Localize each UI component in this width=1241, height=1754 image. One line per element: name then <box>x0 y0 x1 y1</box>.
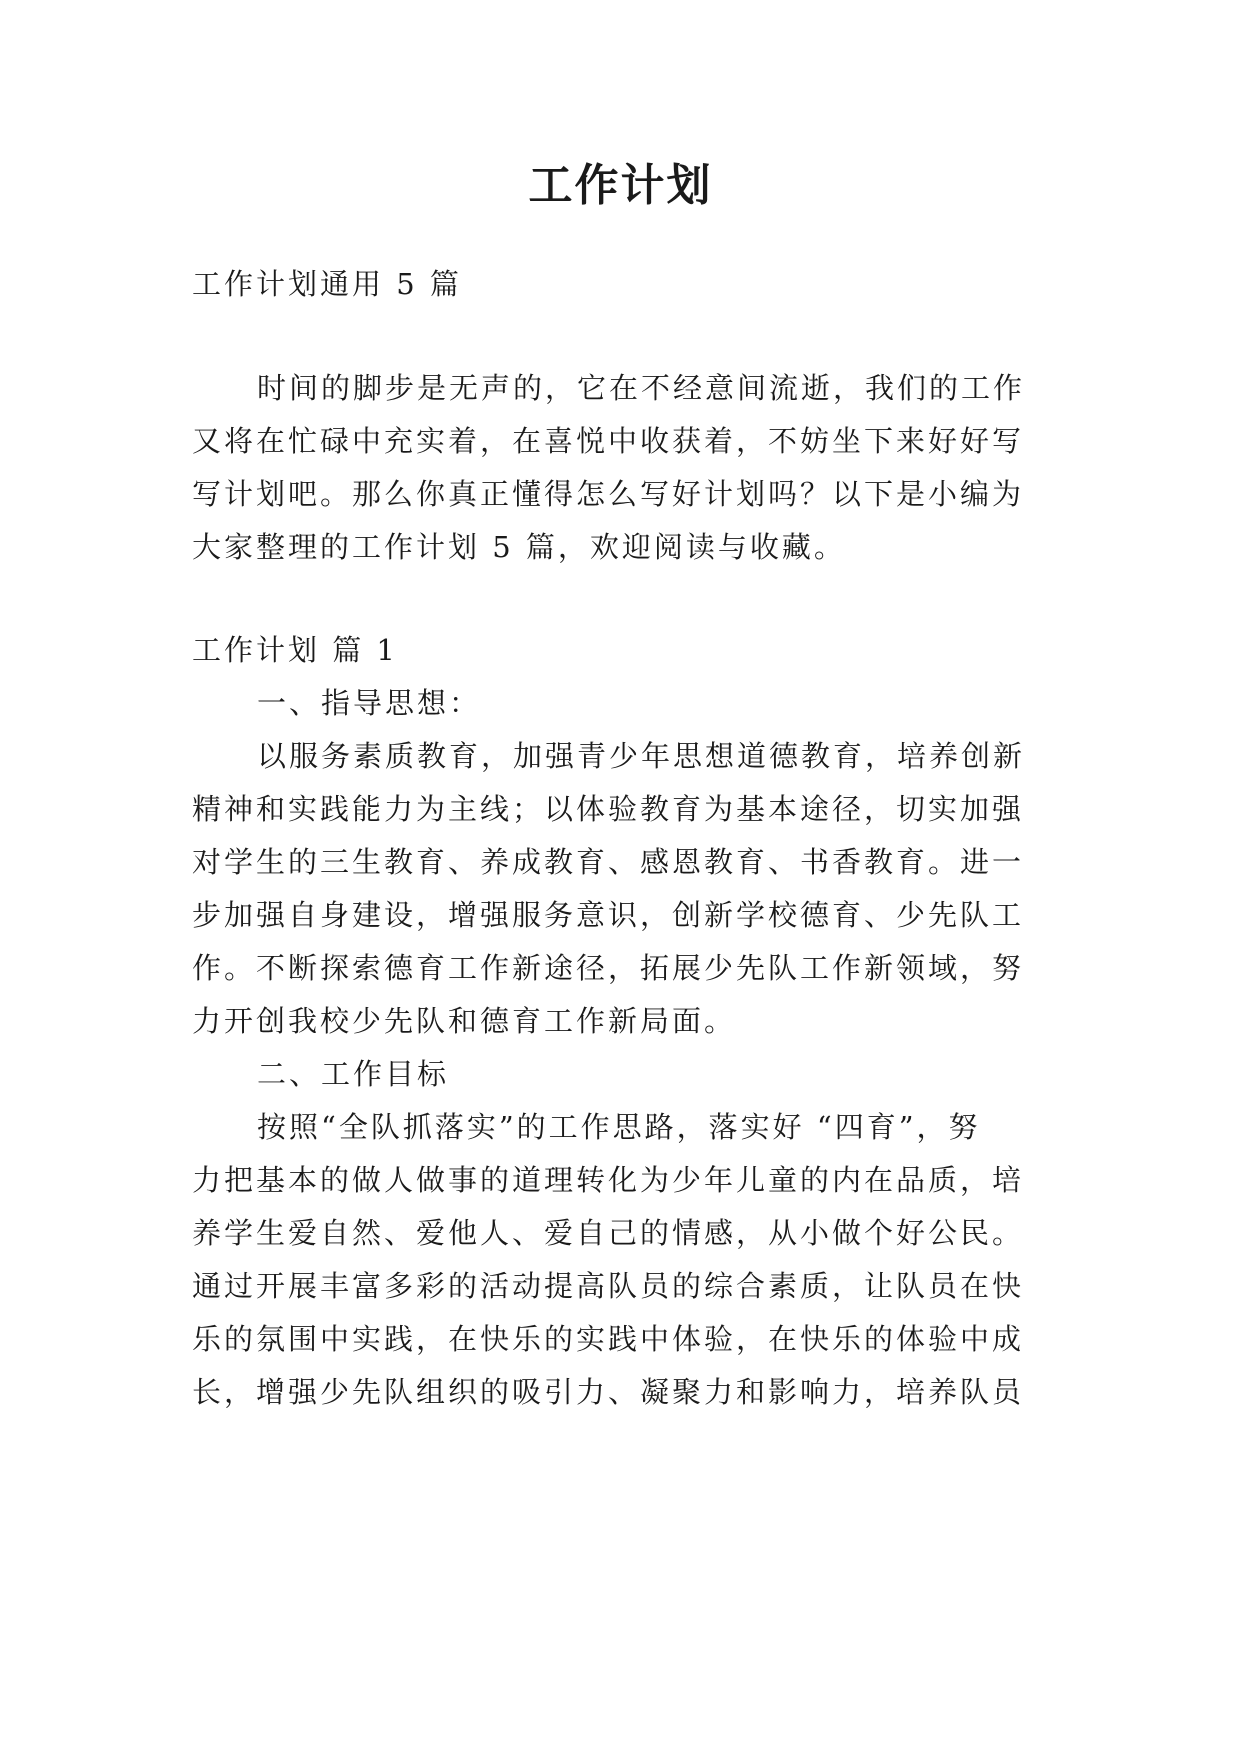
para-2-line-4: 通过开展丰富多彩的活动提高队员的综合素质，让队员在快 <box>192 1269 1025 1303</box>
intro-line-4: 大家整理的工作计划 5 篇，欢迎阅读与收藏。 <box>192 530 846 564</box>
para-2-line-3: 养学生爱自然、爱他人、爱自己的情感，从小做个好公民。 <box>192 1216 1025 1250</box>
para-1-line-1: 以服务素质教育，加强青少年思想道德教育，培养创新 <box>257 739 1026 773</box>
intro-line-3: 写计划吧。那么你真正懂得怎么写好计划吗？以下是小编为 <box>192 477 1025 511</box>
heading-guiding-ideology: 一、指导思想： <box>257 686 482 720</box>
intro-line-2: 又将在忙碌中充实着，在喜悦中收获着，不妨坐下来好好写 <box>192 424 1025 458</box>
section-title: 工作计划 篇 1 <box>192 633 398 667</box>
intro-line-1: 时间的脚步是无声的，它在不经意间流逝，我们的工作 <box>257 371 1026 405</box>
para-1-line-3: 对学生的三生教育、养成教育、感恩教育、书香教育。进一 <box>192 845 1025 879</box>
para-2-line-5: 乐的氛围中实践，在快乐的实践中体验，在快乐的体验中成 <box>192 1322 1025 1356</box>
para-1-line-4: 步加强自身建设，增强服务意识，创新学校德育、少先队工 <box>192 898 1025 932</box>
para-1-line-2: 精神和实践能力为主线；以体验教育为基本途径，切实加强 <box>192 792 1025 826</box>
para-1-line-6: 力开创我校少先队和德育工作新局面。 <box>192 1004 737 1038</box>
para-2-line-2: 力把基本的做人做事的道理转化为少年儿童的内在品质，培 <box>192 1163 1025 1197</box>
document-subtitle: 工作计划通用 5 篇 <box>192 267 462 301</box>
para-1-line-5: 作。不断探索德育工作新途径，拓展少先队工作新领域，努 <box>192 951 1025 985</box>
heading-work-goals: 二、工作目标 <box>257 1057 450 1091</box>
para-2-line-1: 按照“全队抓落实”的工作思路，落实好 “四育”，努 <box>257 1110 981 1144</box>
para-2-line-6: 长，增强少先队组织的吸引力、凝聚力和影响力，培养队员 <box>192 1375 1025 1409</box>
document-title: 工作计划 <box>528 160 713 211</box>
